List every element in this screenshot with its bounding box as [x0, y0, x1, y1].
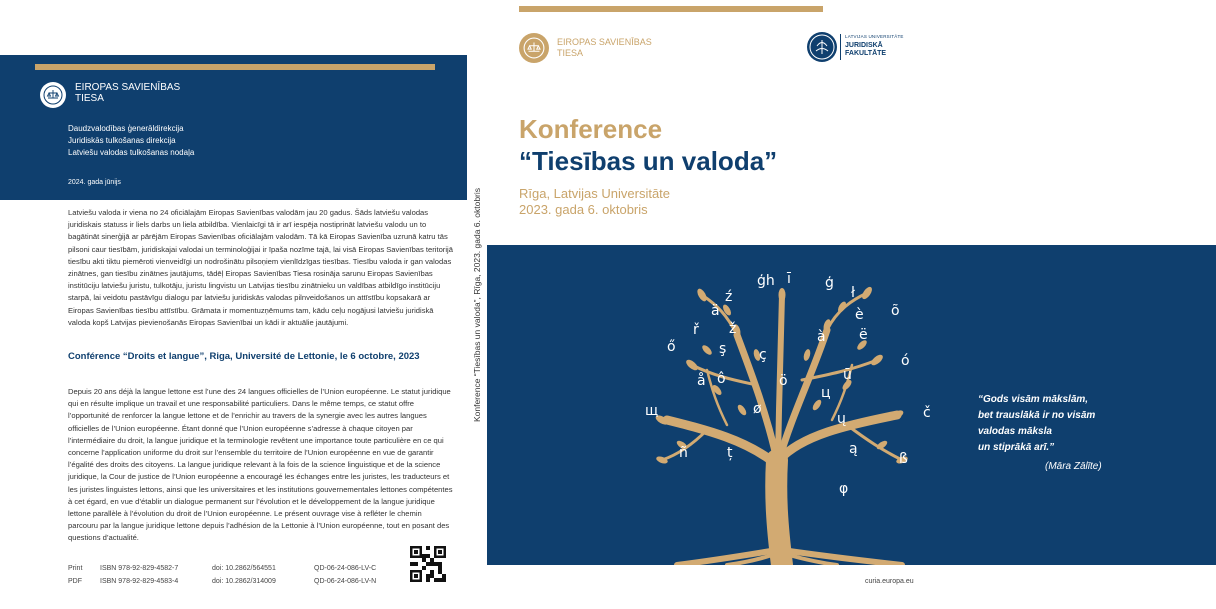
org-line-1: EIROPAS SAVIENĪBAS	[557, 37, 652, 47]
conference-title: Konference	[519, 114, 663, 144]
pub-format: PDF	[68, 578, 82, 585]
spine-title: Konference “Tiesības un valoda”, Rīga, 2023. gada 6. oktobris	[472, 187, 482, 423]
quote-line: un stiprākā arī.”	[978, 442, 1055, 453]
front-org-name	[557, 37, 652, 59]
language-glyph: ц	[821, 385, 831, 401]
conference-subtitle: “Tiesības un valoda”	[519, 146, 778, 176]
logo-divider	[840, 34, 841, 60]
faculty-line-2: FAKULTĀTE	[845, 50, 887, 57]
language-glyph: ő	[667, 339, 676, 355]
pub-code: QD-06-24-086-LV-N	[314, 578, 377, 585]
court-emblem-icon	[40, 82, 66, 108]
faculty-line-1: JURIDISKĀ	[845, 42, 883, 49]
french-heading: Conférence “Droits et langue”, Riga, Université de Lettonie, le 6 octobre, 2023	[68, 351, 420, 362]
pub-isbn: ISBN 978-92-829-4582-7	[100, 565, 179, 572]
pub-format: Print	[68, 565, 83, 572]
back-org-name	[75, 82, 180, 104]
language-glyph: ş	[719, 341, 727, 357]
language-glyph: ț	[727, 445, 733, 461]
university-seal-icon	[807, 32, 837, 62]
pub-doi: doi: 10.2862/314009	[212, 578, 276, 585]
language-glyph: ź	[725, 289, 733, 305]
language-glyph: ž	[729, 321, 737, 337]
language-glyph: ģ	[825, 275, 834, 291]
university-name: LATVIJAS UNIVERSITĀTE	[845, 34, 904, 39]
language-glyph: è	[855, 307, 864, 323]
conference-date: 2023. gada 6. oktobris	[519, 202, 648, 217]
dept-line: Juridiskās tulkošanas direkcija	[68, 136, 176, 145]
pub-isbn: ISBN 978-92-829-4583-4	[100, 578, 179, 585]
language-glyph: ł	[851, 285, 855, 301]
language-glyph: φ	[839, 481, 849, 497]
gold-bar	[35, 64, 435, 70]
language-glyph: ë	[859, 327, 868, 343]
dept-line: Daudzvalodības ģenerāldirekcija	[68, 124, 184, 133]
language-glyph: ó	[901, 353, 910, 369]
language-glyph: ö	[779, 373, 788, 389]
pub-code: QD-06-24-086-LV-C	[314, 565, 377, 572]
quote-author: (Māra Zālīte)	[1045, 461, 1102, 472]
language-glyph: õ	[891, 303, 900, 319]
org-line-2: TIESA	[557, 48, 584, 58]
language-glyph: å	[697, 373, 706, 389]
website-url: curia.europa.eu	[865, 578, 914, 585]
gold-bar	[519, 6, 823, 12]
language-glyph: č	[923, 405, 931, 421]
language-glyph: ß	[899, 451, 908, 467]
publication-date: 2024. gada jūnijs	[68, 179, 121, 186]
language-glyph: ø	[753, 401, 762, 417]
org-line-1: EIROPAS SAVIENĪBAS	[75, 82, 181, 93]
department-list	[68, 123, 194, 159]
conference-place-date	[519, 186, 670, 218]
language-glyph: ģh	[757, 273, 775, 289]
cover-quote	[978, 392, 1095, 456]
language-glyph: ř	[693, 322, 699, 338]
language-glyph: ą	[849, 441, 858, 457]
cover-illustration-panel	[487, 245, 1216, 565]
conference-place: Rīga, Latvijas Universitāte	[519, 186, 671, 201]
language-glyph: ī	[787, 271, 791, 287]
org-line-2: TIESA	[75, 93, 104, 104]
latvian-summary: Latviešu valoda ir viena no 24 oficiālajām Eiropas Savienības valodām jau 20 gadus. Šāds latviešu valodas juridiskais statuss ir liels darbs un liela atbildība. Vienlaicīgi tā ir arī iespēja nostiprināt latviešu valodu un to bagātināt sinerģijā ar pārējām Eiropas Savienības oficiālajām valodām. Tā kā Eiropas Savienība uzrunā katru tās pilsoni caur tiesībām, juridiskajai valodai un terminoloģijai ir īpaša nozīme tajā, lai visā Eiropas Savienības teritorijā tiesību akti tiktu piemēroti vienveidīgi un nodrošinātu pilsoņiem vienlīdzīgas tiesības. Tiesību valoda ir gan valodas zinātnes, gan tiesību zinātnes jautājums, tādēļ Eiropas Savienības Tiesa rosināja sarunu Eiropas Savienības institūciju latviešu juristu, tulkotāju, juristu lingvistu un Latvijas tiesību zinātnieku un valdības atbildīgo institūciju starpā, lai veidotu pastāvīgu dialogu par latviešu juridiskās valodas pilnveidošanos un attīstību kopsakarā ar Eiropas Savienības tiesību attīstību. Grāmata ir momentuzņēmums tam, kādu ceļu nogājusi latviešu juridiskā valoda kopš Latvijas pievienošanās Eiropas Savienībai un kādi ir aktuālie jautājumi.	[68, 208, 453, 327]
tree-icon	[617, 255, 947, 565]
language-glyph: щ	[645, 403, 659, 419]
quote-line: bet trauslākā ir no visām	[978, 410, 1096, 421]
court-emblem-icon	[519, 33, 549, 63]
language-glyph: ä	[711, 303, 720, 319]
language-glyph: ū	[843, 367, 852, 383]
language-glyph: ų	[837, 411, 846, 427]
quote-line: “Gods visām mākslām,	[978, 394, 1089, 405]
qr-code-icon	[410, 546, 446, 582]
language-glyph: à	[817, 329, 826, 345]
quote-line: valodas māksla	[978, 426, 1052, 437]
pub-doi: doi: 10.2862/564551	[212, 565, 276, 572]
faculty-name	[845, 42, 886, 58]
language-glyph: ô	[717, 371, 726, 387]
french-summary: Depuis 20 ans déjà la langue lettone est l’une des 24 langues officielles de l’Union européenne. Le statut juridique qui en résulte implique un travail et une responsabilité particuliers. Dans le même temps, ce statut offre l’opportunité de renforcer la langue lettone et de l’enrichir au travers de la synergie avec les autres langues officielles de l’Union européenne. Étant donné que l’Union européenne s’adresse à chaque citoyen par l’intermédiaire du droit, la langue juridique et la terminologie revêtent une importance toute particulière en ce qui concerne l’application uniforme du droit sur l’ensemble du territoire de l’Union européenne en vue de garantir l’égalité des droits des citoyens. La langue juridique relevant à la fois de la science linguistique et de la science juridique, la Cour de justice de l’Union européenne a encouragé les échanges entre les juristes, les traducteurs et les juristes linguistes lettons, ainsi que les universitaires et les institutions gouvernementales lettones compétentes à cet égard, en vue d’établir un dialogue permanent sur l’évolution et le développement de la langue juridique lettone parallèle à l’évolution du droit de l’Union européenne. Le présent ouvrage vise à refléter le chemin parcouru par la langue juridique lettone depuis l’adhésion de la Lettonie à l’Union européenne, tout en posant des questions d’actualité.	[68, 387, 453, 543]
language-glyph: ç	[759, 347, 767, 363]
dept-line: Latviešu valodas tulkošanas nodaļa	[68, 148, 195, 157]
language-glyph: ñ	[679, 445, 688, 461]
